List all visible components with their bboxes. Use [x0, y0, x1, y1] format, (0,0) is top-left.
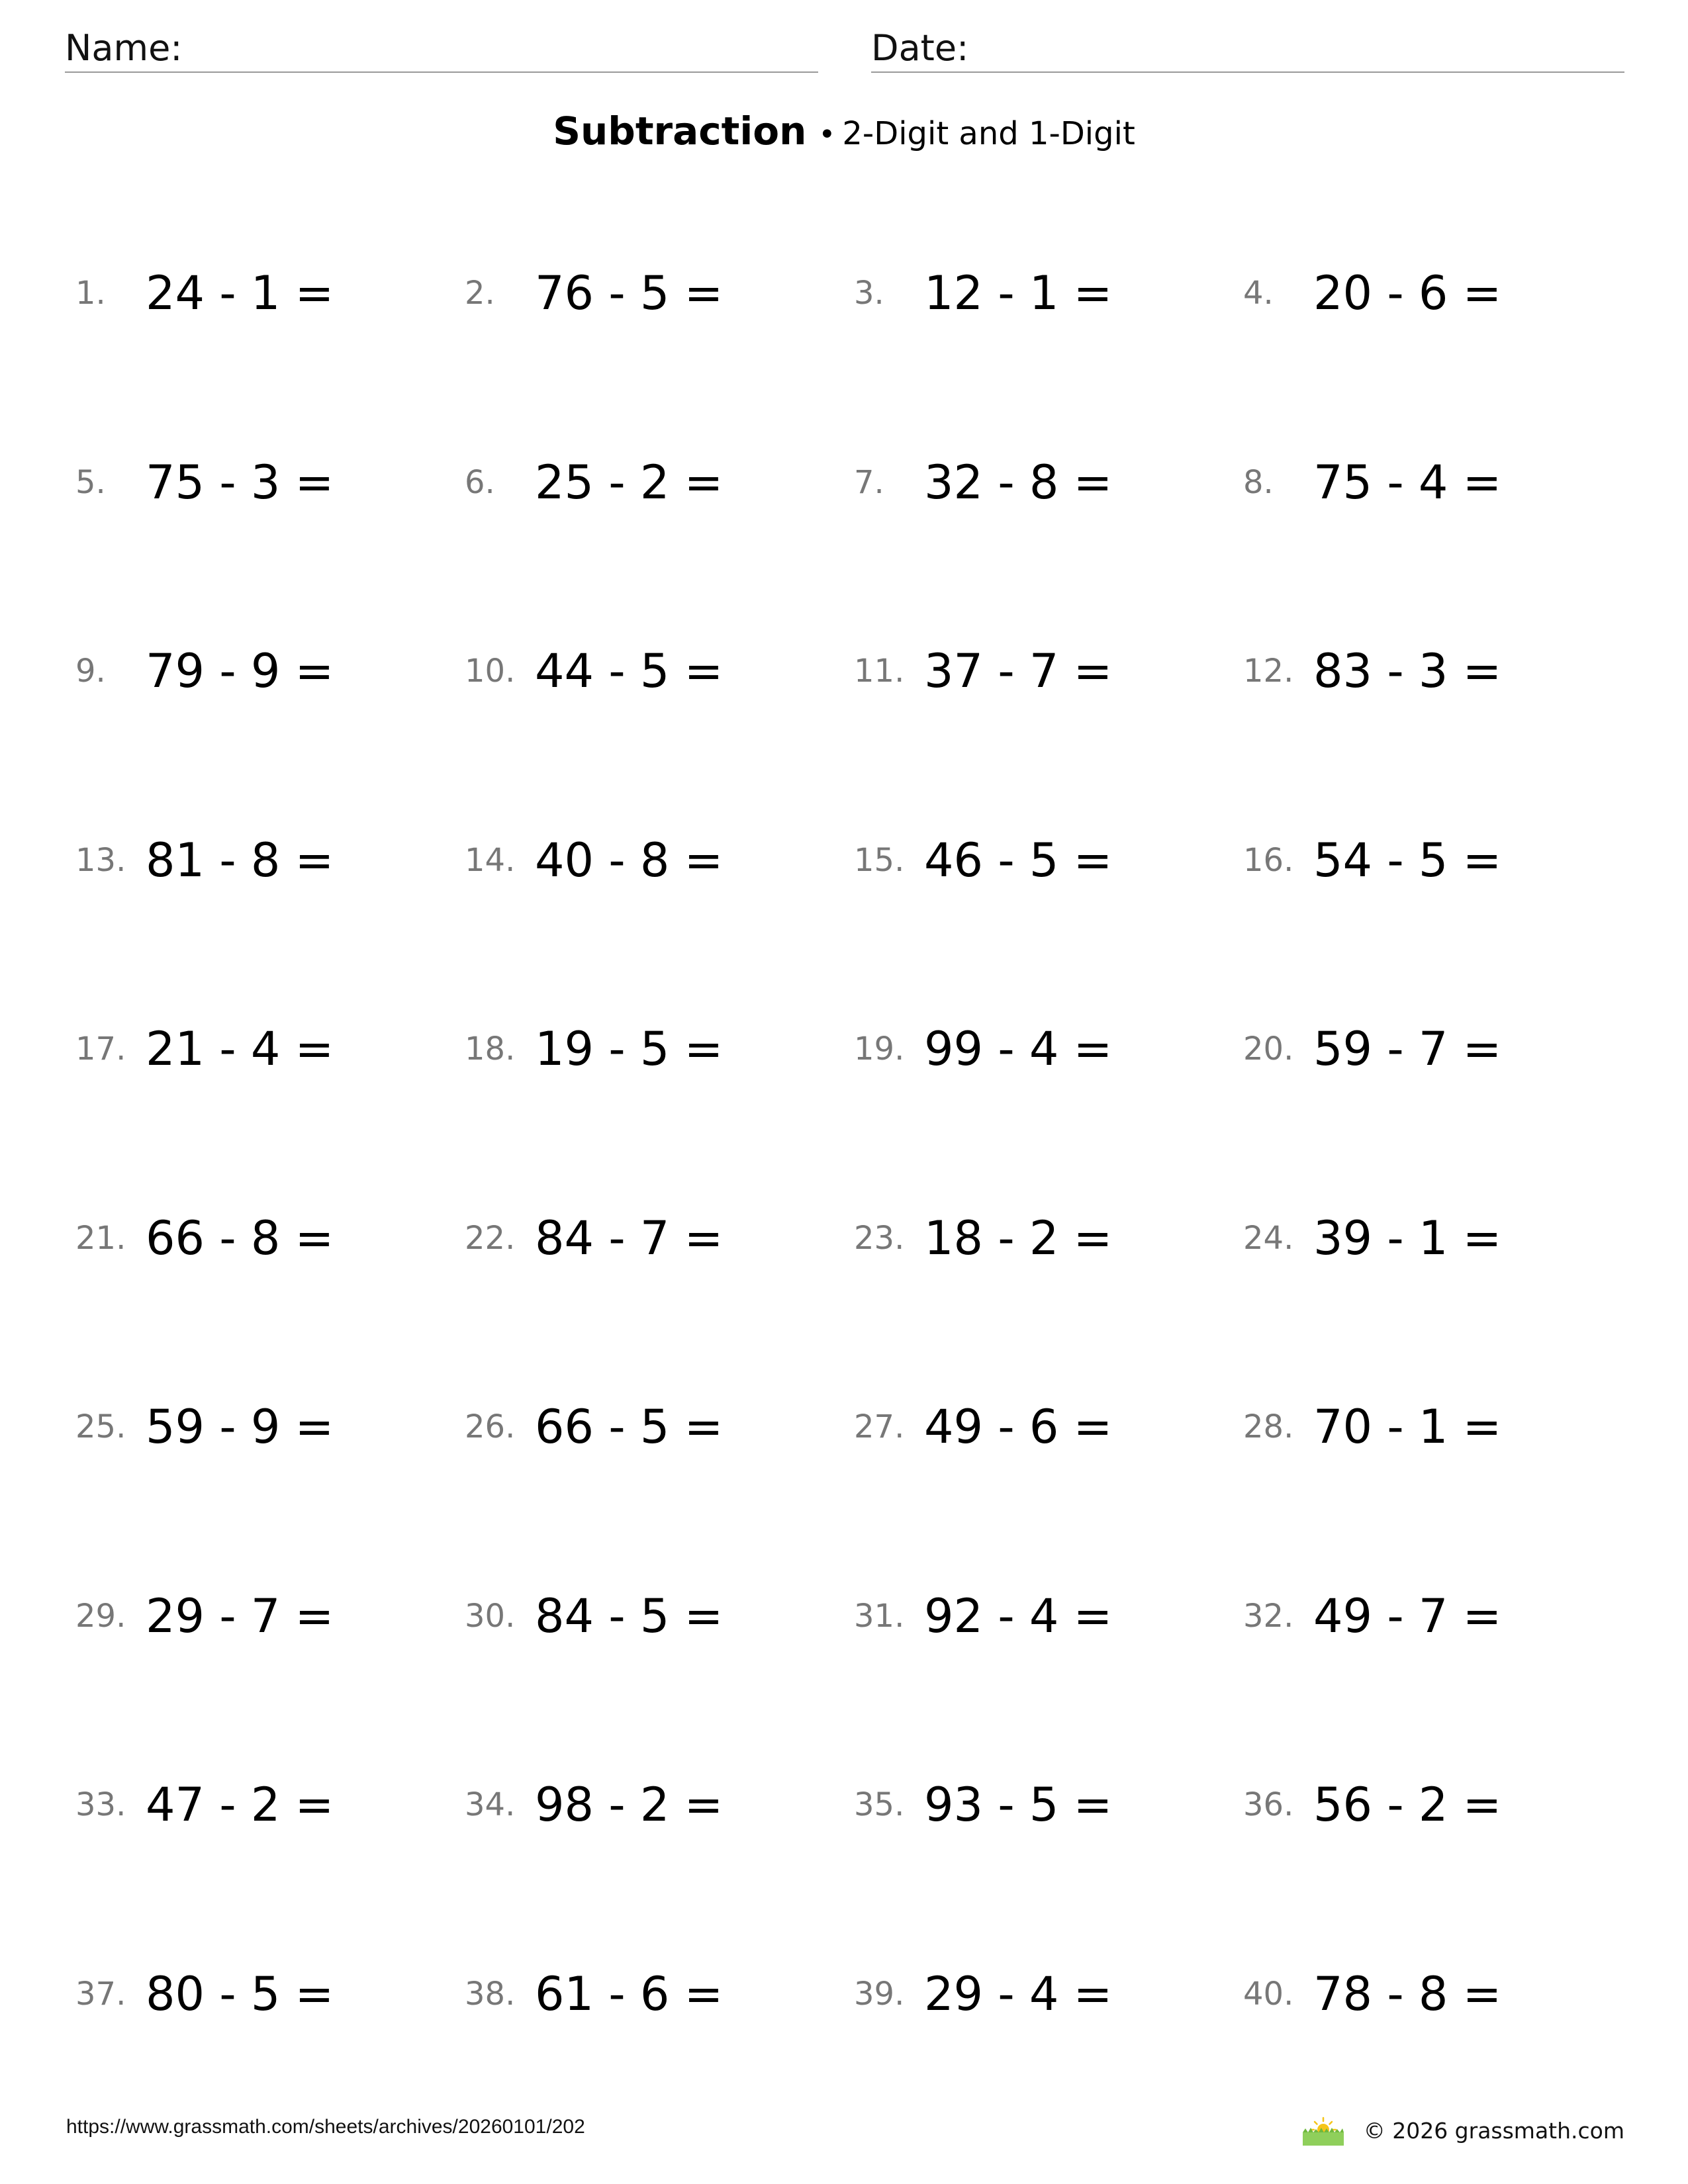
grass-sun-logo-icon — [1300, 2114, 1346, 2147]
problem-item — [465, 811, 854, 910]
problem-item — [854, 811, 1243, 910]
problem-number: 38. — [465, 1975, 516, 2013]
problem-number: 16. — [1243, 841, 1294, 879]
problem-number: 5. — [75, 463, 106, 501]
problem-item — [75, 1377, 465, 1477]
problem-number: 39. — [854, 1975, 905, 2013]
problem-item — [465, 433, 854, 532]
problem-number: 1. — [75, 275, 106, 312]
title-main: Subtraction — [553, 109, 807, 154]
problem-expression: 76 - 5 = — [535, 266, 724, 320]
problem-number: 32. — [1243, 1597, 1294, 1635]
problem-item — [465, 1755, 854, 1854]
problem-expression: 18 - 2 = — [924, 1210, 1113, 1265]
problem-number: 2. — [465, 275, 495, 312]
problem-number: 19. — [854, 1030, 905, 1068]
problem-expression: 75 - 4 = — [1313, 455, 1502, 510]
copyright-text: © 2026 grassmath.com — [1363, 2117, 1624, 2144]
problem-number: 8. — [1243, 463, 1274, 501]
problem-item — [854, 1189, 1243, 1288]
problem-number: 35. — [854, 1786, 905, 1823]
problem-expression: 84 - 5 = — [535, 1588, 724, 1643]
problem-expression: 44 - 5 = — [535, 644, 724, 698]
problem-expression: 46 - 5 = — [924, 833, 1113, 887]
problem-number: 20. — [1243, 1030, 1294, 1068]
problem-item — [75, 433, 465, 532]
problem-number: 18. — [465, 1030, 516, 1068]
problem-item — [75, 1189, 465, 1288]
problem-number: 22. — [465, 1219, 516, 1257]
problem-expression: 99 - 4 = — [924, 1022, 1113, 1076]
problem-item — [465, 1189, 854, 1288]
problem-item — [854, 999, 1243, 1099]
problem-item — [1243, 433, 1632, 532]
problem-item — [854, 433, 1243, 532]
problem-item — [854, 1944, 1243, 2044]
problem-expression: 19 - 5 = — [535, 1022, 724, 1076]
problem-number: 28. — [1243, 1408, 1294, 1445]
problem-expression: 56 - 2 = — [1313, 1778, 1502, 1832]
problem-expression: 24 - 1 = — [146, 266, 334, 320]
problem-expression: 66 - 5 = — [535, 1400, 724, 1454]
problem-expression: 81 - 8 = — [146, 833, 334, 887]
problem-item — [75, 999, 465, 1099]
problem-expression: 12 - 1 = — [924, 266, 1113, 320]
problem-item — [1243, 1944, 1632, 2044]
problem-item — [75, 621, 465, 721]
problem-item — [854, 1377, 1243, 1477]
problem-expression: 40 - 8 = — [535, 833, 724, 887]
problem-number: 36. — [1243, 1786, 1294, 1823]
problem-number: 12. — [1243, 653, 1294, 690]
problem-number: 30. — [465, 1597, 516, 1635]
date-label: Date: — [871, 27, 969, 69]
problem-item — [465, 244, 854, 343]
problem-expression: 78 - 8 = — [1313, 1966, 1502, 2021]
problem-number: 17. — [75, 1030, 126, 1068]
problem-item — [1243, 1567, 1632, 1666]
problem-expression: 61 - 6 = — [535, 1966, 724, 2021]
problem-grid — [75, 244, 1631, 2133]
problem-expression: 59 - 9 = — [146, 1400, 334, 1454]
problem-number: 9. — [75, 653, 106, 690]
problem-expression: 98 - 2 = — [535, 1778, 724, 1832]
problem-number: 10. — [465, 653, 516, 690]
problem-item — [465, 621, 854, 721]
problem-expression: 47 - 2 = — [146, 1778, 334, 1832]
problem-item — [1243, 621, 1632, 721]
problem-item — [75, 244, 465, 343]
problem-number: 34. — [465, 1786, 516, 1823]
title-separator: • — [818, 118, 836, 152]
problem-number: 31. — [854, 1597, 905, 1635]
problem-number: 11. — [854, 653, 905, 690]
problem-expression: 75 - 3 = — [146, 455, 334, 510]
problem-expression: 21 - 4 = — [146, 1022, 334, 1076]
problem-number: 26. — [465, 1408, 516, 1445]
problem-item — [75, 811, 465, 910]
problem-item — [1243, 999, 1632, 1099]
problem-item — [75, 1755, 465, 1854]
problem-expression: 66 - 8 = — [146, 1210, 334, 1265]
problem-number: 14. — [465, 841, 516, 879]
problem-item — [854, 1567, 1243, 1666]
worksheet-title — [0, 105, 1688, 167]
title-subtitle: 2-Digit and 1-Digit — [842, 115, 1135, 152]
problem-expression: 93 - 5 = — [924, 1778, 1113, 1832]
problem-expression: 25 - 2 = — [535, 455, 724, 510]
problem-number: 21. — [75, 1219, 126, 1257]
problem-item — [854, 621, 1243, 721]
footer-url: https://www.grassmath.com/sheets/archives/20260101/202 — [66, 2116, 585, 2138]
problem-item — [75, 1944, 465, 2044]
problem-expression: 32 - 8 = — [924, 455, 1113, 510]
problem-expression: 83 - 3 = — [1313, 644, 1502, 698]
problem-item — [1243, 244, 1632, 343]
problem-item — [854, 244, 1243, 343]
problem-number: 24. — [1243, 1219, 1294, 1257]
name-label: Name: — [65, 27, 183, 69]
problem-expression: 54 - 5 = — [1313, 833, 1502, 887]
date-field[interactable] — [871, 25, 1624, 73]
problem-item — [75, 1567, 465, 1666]
problem-number: 3. — [854, 275, 884, 312]
problem-number: 33. — [75, 1786, 126, 1823]
problem-number: 15. — [854, 841, 905, 879]
problem-item — [1243, 811, 1632, 910]
problem-item — [465, 1567, 854, 1666]
problem-expression: 39 - 1 = — [1313, 1210, 1502, 1265]
problem-item — [1243, 1189, 1632, 1288]
problem-number: 13. — [75, 841, 126, 879]
problem-expression: 84 - 7 = — [535, 1210, 724, 1265]
problem-number: 29. — [75, 1597, 126, 1635]
problem-expression: 92 - 4 = — [924, 1588, 1113, 1643]
problem-item — [465, 1377, 854, 1477]
problem-expression: 29 - 7 = — [146, 1588, 334, 1643]
problem-number: 7. — [854, 463, 884, 501]
problem-item — [465, 1944, 854, 2044]
problem-item — [1243, 1377, 1632, 1477]
problem-expression: 79 - 9 = — [146, 644, 334, 698]
name-field[interactable] — [65, 25, 818, 73]
problem-number: 25. — [75, 1408, 126, 1445]
problem-number: 4. — [1243, 275, 1274, 312]
problem-item — [1243, 1755, 1632, 1854]
problem-expression: 70 - 1 = — [1313, 1400, 1502, 1454]
problem-item — [465, 999, 854, 1099]
problem-number: 27. — [854, 1408, 905, 1445]
problem-number: 40. — [1243, 1975, 1294, 2013]
problem-item — [854, 1755, 1243, 1854]
problem-expression: 80 - 5 = — [146, 1966, 334, 2021]
problem-expression: 59 - 7 = — [1313, 1022, 1502, 1076]
problem-number: 37. — [75, 1975, 126, 2013]
problem-number: 6. — [465, 463, 495, 501]
problem-expression: 49 - 7 = — [1313, 1588, 1502, 1643]
problem-expression: 49 - 6 = — [924, 1400, 1113, 1454]
footer-copyright — [1300, 2114, 1624, 2147]
problem-expression: 29 - 4 = — [924, 1966, 1113, 2021]
problem-expression: 37 - 7 = — [924, 644, 1113, 698]
problem-number: 23. — [854, 1219, 905, 1257]
problem-expression: 20 - 6 = — [1313, 266, 1502, 320]
